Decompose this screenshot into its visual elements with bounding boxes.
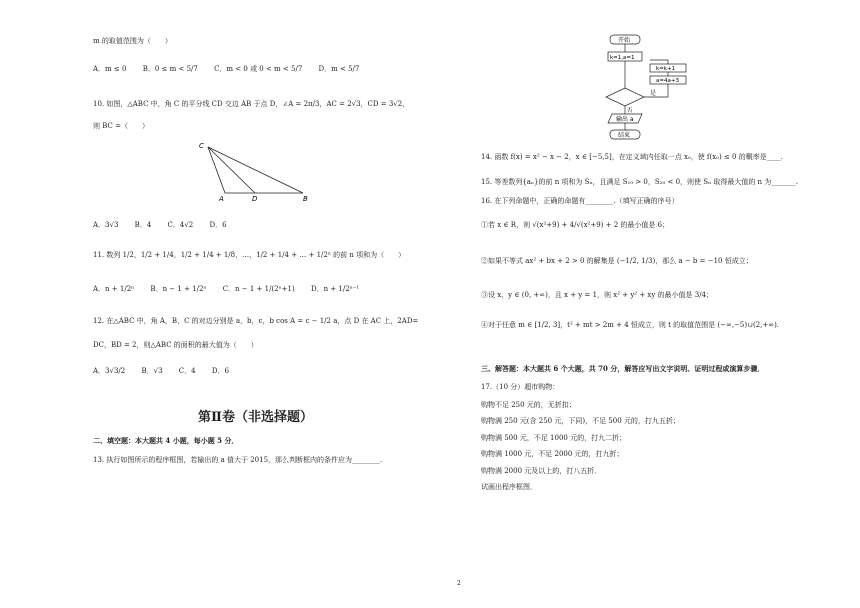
q10-option-b: B．4: [134, 221, 152, 229]
q12-option-a: A．3√3/2: [93, 367, 126, 375]
flow-end: 结束: [618, 132, 631, 139]
label-a: A: [219, 195, 224, 203]
label-d: D: [252, 195, 258, 203]
q17-line-2: 购物满 250 元(含 250 元，下同)，不足 500 元的，打九五折；: [481, 417, 680, 425]
q9-option-a: A．m ≤ 0: [93, 65, 127, 73]
page-number: 2: [457, 580, 461, 587]
q12-option-b: B．√3: [141, 367, 163, 375]
q10-option-d: D．6: [209, 221, 227, 229]
q17-line-1: 购物不足 250 元的，无折扣；: [481, 401, 576, 409]
flow-output: 输出 a: [616, 116, 634, 123]
section-title: 第Ⅱ卷（非选择题）: [198, 410, 313, 425]
q11-option-c: C．n − 1 + 1/(2ⁿ+1): [222, 285, 295, 293]
q12-option-d: D．6: [211, 367, 229, 375]
q13: 13. 执行如图所示的程序框图，若输出的 a 值大于 2015，那么判断框内的条件应为________.: [93, 456, 383, 464]
q17-title: 17.（10 分）超市购物：: [481, 383, 560, 391]
q9-option-c: C．m < 0 或 0 < m < 5/7: [214, 65, 303, 73]
q9-options: [93, 64, 373, 74]
q12-option-c: C．4: [178, 367, 196, 375]
q11-line: 11. 数列 1/2，1/2 + 1/4，1/2 + 1/4 + 1/8，…，1/2 + 1/4 + … + 1/2ⁿ 的前 n 项和为（ ）: [93, 251, 406, 259]
q16-item-4: ④对于任意 m ∈ [1/2, 3]，t² + mt > 2m + 4 恒成立，则 t 的取值范围是 (−∞,−5)∪(2,+∞).: [481, 321, 780, 329]
q14: 14. 函数 f(x) = x² − x − 2，x ∈ [−5,5]，在定义域内任取一点 x₀，使 f(x₀) ≤ 0 的概率是____.: [481, 153, 783, 161]
q17-line-6: 试画出程序框图．: [481, 483, 537, 491]
label-c: C: [199, 142, 204, 150]
flowchart: [598, 30, 692, 148]
q17-line-4: 购物满 1000 元，不足 2000 元的，打九折；: [481, 450, 624, 458]
q11-options: [93, 284, 373, 294]
flow-init: k=1,a=1: [610, 55, 635, 61]
q16-item-2: ②如果不等式 ax² + bx + 2 > 0 的解集是 (−1/2, 1/3)，那么 a − b = −10 恒成立；: [481, 257, 753, 265]
q10-line1: 10. 如图，△ABC 中，角 C 的平分线 CD 交边 AB 于点 D，∠A = 2π/3，AC = 2√3，CD = 3√2，: [93, 100, 410, 108]
label-b: B: [303, 195, 308, 203]
q9-tail: m 的取值范围为（ ）: [93, 37, 172, 45]
part3-heading: 三、解答题：本大题共 6 个大题，共 70 分，解答应写出文字说明、证明过程或演算步骤．: [481, 364, 765, 373]
q16-item-1: ①若 x ∈ R，则 √(x²+9) + 4/√(x²+9) + 2 的最小值是 6；: [481, 221, 670, 229]
q10-option-c: C．4√2: [167, 221, 194, 229]
flow-a-update: a=4a+3: [656, 78, 679, 84]
q17-line-3: 购物满 500 元，不足 1000 元的，打九二折；: [481, 434, 627, 442]
q10-line2: 则 BC =（ ）: [93, 122, 149, 130]
q12-options: [93, 366, 243, 376]
part2-heading: 二、填空题：本大题共 4 小题，每小题 5 分．: [93, 436, 239, 445]
q11-option-a: A．n + 1/2ⁿ: [93, 285, 135, 293]
q15: 15. 等差数列{aₙ}的前 n 项和为 Sₙ，且满足 S₁₉ > 0，S₂₀ < 0，则使 Sₙ 取得最大值的 n 为_______.: [481, 178, 799, 186]
q10-options: [93, 220, 241, 230]
q9-option-b: B．0 ≤ m < 5/7: [142, 65, 198, 73]
q16: 16. 在下列命题中，正确的命题有________.（填写正确的序号）: [481, 197, 679, 205]
q11-option-b: B．n − 1 + 1/2ⁿ: [150, 285, 207, 293]
triangle-figure: [195, 138, 320, 206]
q10-option-a: A．3√3: [93, 221, 119, 229]
flow-start: 开始: [618, 37, 631, 44]
flow-k-update: k=k+1: [656, 66, 676, 72]
q9-option-d: D．m < 5/7: [318, 65, 360, 73]
q11-option-d: D．n + 1/2ⁿ⁻¹: [310, 285, 360, 293]
q12-line2: DC，BD = 2，则△ABC 的面积的最大值为（ ）: [93, 341, 258, 349]
q16-item-3: ③设 x，y ∈ (0, +∞)，且 x + y = 1，则 x² + y² + xy 的最小值是 3/4；: [481, 291, 714, 299]
q12-line1: 12. 在△ABC 中，角 A，B，C 的对边分别是 a，b，c，b cos A = c − 1/2 a，点 D 在 AC 上，2AD=: [93, 317, 419, 325]
q17-line-5: 购物满 2000 元及以上的，打八五折．: [481, 467, 602, 475]
flow-yes: 是: [650, 90, 657, 97]
flow-no: 否: [627, 108, 633, 114]
